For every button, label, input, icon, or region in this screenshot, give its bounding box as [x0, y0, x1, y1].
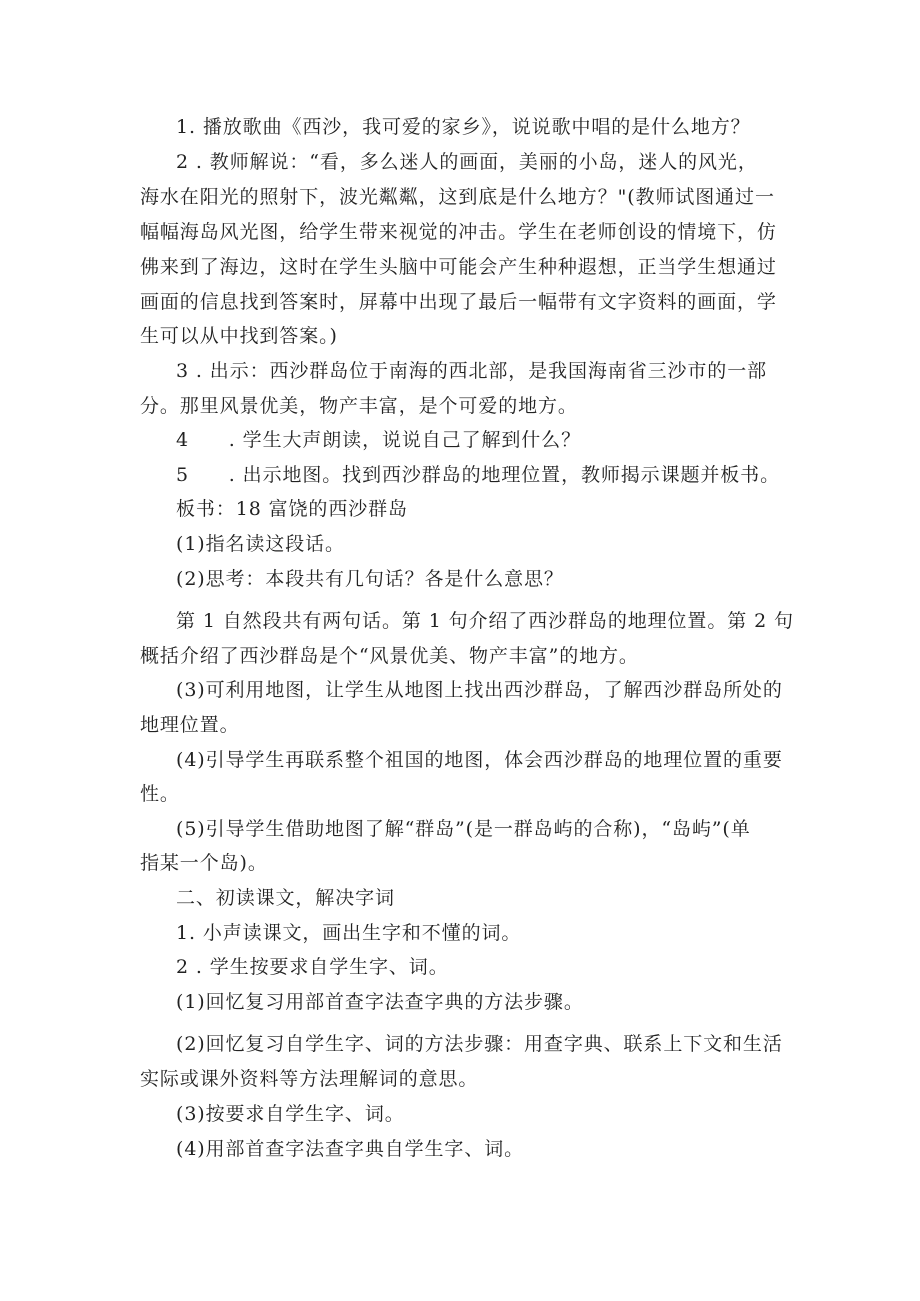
text-line: 2 . 教师解说：“看，多么迷人的画面，美丽的小岛，迷人的风光，	[176, 151, 758, 173]
text-line: 画面的信息找到答案时，屏幕中出现了最后一幅带有文字资料的画面，学	[140, 291, 777, 313]
text-line: 性。	[140, 783, 180, 805]
text-line: 4 . 学生大声朗读，说说自己了解到什么？	[176, 429, 581, 451]
text-line: (1)指名读这段话。	[176, 533, 345, 555]
text-line: 板书：18 富饶的西沙群岛	[176, 498, 408, 520]
text-line: 海水在阳光的照射下，波光粼粼，这到底是什么地方？"(教师试图通过一	[140, 186, 775, 208]
text-line: (4)引导学生再联系整个祖国的地图，体会西沙群岛的地理位置的重要	[176, 749, 783, 771]
text-line: 2 . 学生按要求自学生字、词。	[176, 956, 449, 978]
text-line: (2)思考：本段共有几句话？各是什么意思？	[176, 568, 564, 590]
text-line: 佛来到了海边，这时在学生头脑中可能会产生种种遐想，正当学生想通过	[140, 256, 777, 278]
text-line: (5)引导学生借助地图了解“群岛”(是一群岛屿的合称)，“岛屿”(单	[176, 818, 751, 840]
text-line: 1. 播放歌曲《西沙，我可爱的家乡》，说说歌中唱的是什么地方？	[176, 116, 751, 138]
text-line: 1. 小声读课文，画出生字和不懂的词。	[176, 922, 522, 944]
text-line: 概括介绍了西沙群岛是个“风景优美、物产丰富”的地方。	[140, 645, 639, 667]
text-line: 第 1 自然段共有两句话。第 1 句介绍了西沙群岛的地理位置。第 2 句	[176, 610, 794, 632]
text-line: 生可以从中找到答案。)	[140, 325, 338, 347]
text-line: 3 . 出示：西沙群岛位于南海的西北部，是我国海南省三沙市的一部	[176, 360, 768, 382]
text-line: (1)回忆复习用部首查字法查字典的方法步骤。	[176, 991, 584, 1013]
text-line: (3)可利用地图，让学生从地图上找出西沙群岛，了解西沙群岛所处的	[176, 679, 783, 701]
text-line: 指某一个岛)。	[140, 852, 268, 874]
text-line: 分。那里风景优美，物产丰富，是个可爱的地方。	[140, 395, 578, 417]
text-line: 地理位置。	[140, 714, 240, 736]
text-line: (4)用部首查字法查字典自学生字、词。	[176, 1138, 525, 1160]
text-line: 实际或课外资料等方法理解词的意思。	[140, 1068, 479, 1090]
text-line: (3)按要求自学生字、词。	[176, 1103, 405, 1125]
text-line: 5 . 出示地图。找到西沙群岛的地理位置，教师揭示课题并板书。	[176, 464, 780, 486]
text-line: 幅幅海岛风光图，给学生带来视觉的冲击。学生在老师创设的情境下，仿	[140, 221, 777, 243]
text-line: (2)回忆复习自学生字、词的方法步骤：用查字典、联系上下文和生活	[176, 1033, 783, 1055]
section-heading: 二、初读课文，解决字词	[176, 887, 395, 909]
